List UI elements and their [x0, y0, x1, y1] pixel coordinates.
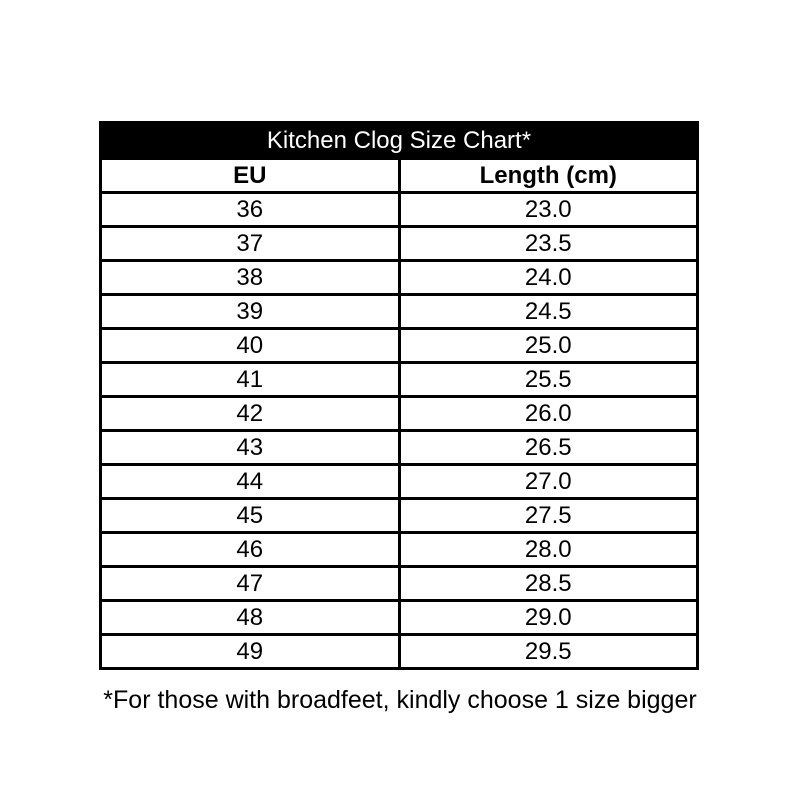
table-row [101, 499, 698, 533]
size-chart-table [99, 121, 699, 670]
length-cm-cell: 26.0 [399, 397, 698, 431]
table-row [101, 397, 698, 431]
length-cm-cell: 24.0 [399, 261, 698, 295]
eu-size-cell: 43 [101, 431, 400, 465]
length-cm-cell: 29.5 [399, 635, 698, 669]
length-cm-cell: 24.5 [399, 295, 698, 329]
column-header-eu: EU [101, 159, 400, 193]
eu-size-cell: 41 [101, 363, 400, 397]
table-title: Kitchen Clog Size Chart* [101, 123, 698, 159]
length-cm-cell: 23.5 [399, 227, 698, 261]
length-cm-cell: 27.5 [399, 499, 698, 533]
eu-size-cell: 38 [101, 261, 400, 295]
eu-size-cell: 40 [101, 329, 400, 363]
length-cm-cell: 26.5 [399, 431, 698, 465]
eu-size-cell: 39 [101, 295, 400, 329]
eu-size-cell: 36 [101, 193, 400, 227]
length-cm-cell: 28.5 [399, 567, 698, 601]
eu-size-cell: 46 [101, 533, 400, 567]
title-row [101, 123, 698, 159]
table-row [101, 193, 698, 227]
table-row [101, 227, 698, 261]
footnote: *For those with broadfeet, kindly choose 1 size bigger [103, 686, 697, 714]
eu-size-cell: 49 [101, 635, 400, 669]
table-row [101, 533, 698, 567]
length-cm-cell: 27.0 [399, 465, 698, 499]
table-row [101, 329, 698, 363]
table-row [101, 465, 698, 499]
eu-size-cell: 44 [101, 465, 400, 499]
header-row [101, 159, 698, 193]
eu-size-cell: 45 [101, 499, 400, 533]
eu-size-cell: 48 [101, 601, 400, 635]
length-cm-cell: 29.0 [399, 601, 698, 635]
eu-size-cell: 47 [101, 567, 400, 601]
length-cm-cell: 25.0 [399, 329, 698, 363]
eu-size-cell: 42 [101, 397, 400, 431]
eu-size-cell: 37 [101, 227, 400, 261]
table-row [101, 601, 698, 635]
table-row [101, 567, 698, 601]
column-header-length-cm: Length (cm) [399, 159, 698, 193]
table-row [101, 431, 698, 465]
length-cm-cell: 25.5 [399, 363, 698, 397]
length-cm-cell: 28.0 [399, 533, 698, 567]
table-row [101, 261, 698, 295]
length-cm-cell: 23.0 [399, 193, 698, 227]
table-row [101, 635, 698, 669]
table-row [101, 363, 698, 397]
table-row [101, 295, 698, 329]
